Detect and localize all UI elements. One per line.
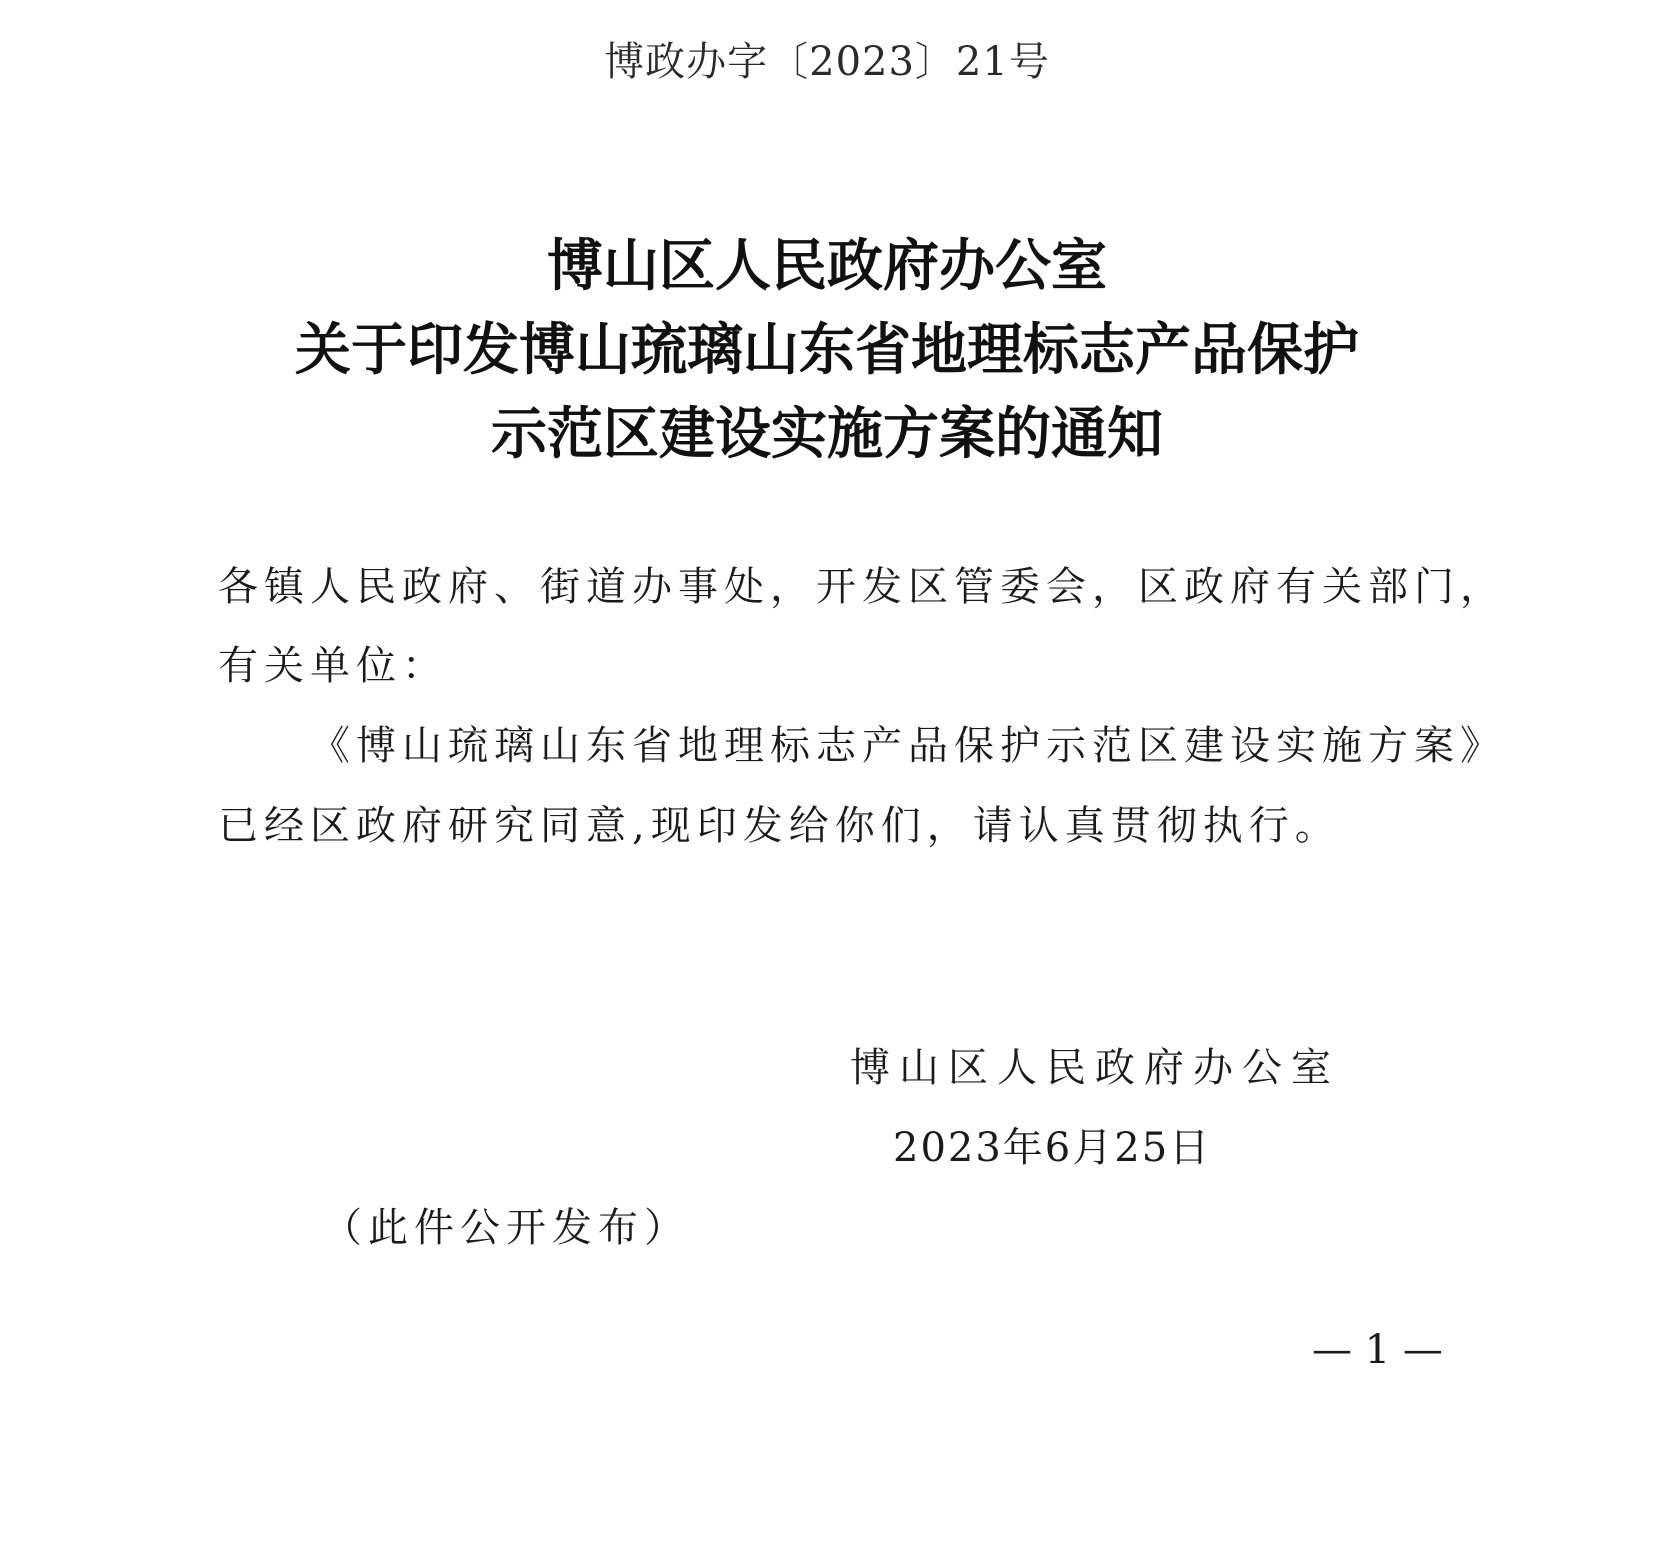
addressee-line-1: 各镇人民政府、街道办事处，开发区管委会，区政府有关部门， [218,564,1506,610]
page-number: — 1 — [1312,1327,1443,1373]
document-number: 博政办字〔2023〕21号 [604,39,1050,85]
body-line-2: 已经区政府研究同意,现印发给你们，请认真贯彻执行。 [218,803,1341,849]
public-release-note: （此件公开发布） [322,1205,690,1251]
signature-organization: 博山区人民政府办公室 [850,1045,1340,1091]
title-line-1: 博山区人民政府办公室 [547,234,1107,299]
signature-date: 2023年6月25日 [893,1125,1212,1171]
title-line-3: 示范区建设实施方案的通知 [491,402,1163,467]
title-line-2: 关于印发博山琉璃山东省地理标志产品保护 [295,318,1359,383]
addressee-line-2: 有关单位： [218,643,448,689]
body-line-1: 《博山琉璃山东省地理标志产品保护示范区建设实施方案》 [310,723,1506,769]
document-title [0,225,1654,477]
